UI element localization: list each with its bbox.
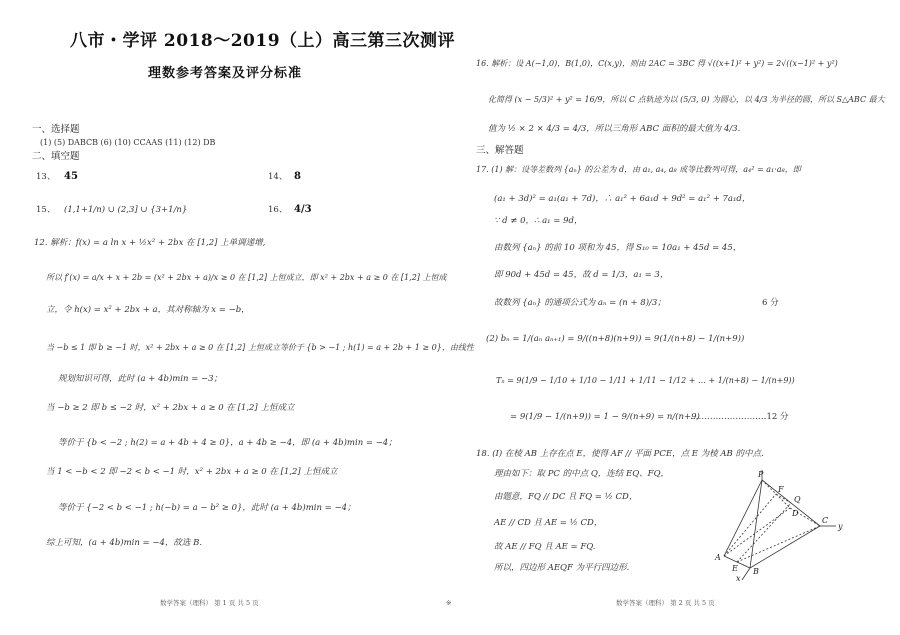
solution-line: 故数列 {aₙ} 的通项公式为 aₙ = (n + 8)/3； xyxy=(494,298,666,308)
solution-line: = 9(1/9 − 1/(n+9)) = 1 − 9/(n+9) = n/(n+9) xyxy=(510,412,700,422)
label-p: P xyxy=(758,470,764,479)
q14-answer: 8 xyxy=(294,171,301,182)
solution-line: 故 AE // FQ 且 AE = FQ. xyxy=(494,542,596,552)
solution-line: 17. (1) 解：设等差数列 {aₙ} 的公差为 d，由 a₁, a₄, a₈ 成等比数列可得，a₄² = a₁·a₈，即 xyxy=(476,165,801,174)
solution-line: 由数列 {aₙ} 的前 10 项和为 45，得 S₁₀ = 10a₁ + 45d = 45， xyxy=(494,243,742,253)
solution-line: 规划知识可得，此时 (a + 4b)min = −3； xyxy=(58,374,223,384)
left-page-footer: 数学答案（理科） 第 1 页 共 5 页 xyxy=(160,599,259,607)
axis-x xyxy=(742,568,750,580)
solution-line: 即 90d + 45d = 45，故 d = 1/3，a₁ = 3， xyxy=(494,270,669,280)
label-x: x xyxy=(736,574,741,583)
solution-line: Tₙ = 9(1/9 − 1/10 + 1/10 − 1/11 + 1/11 − 1/12 + … + 1/(n+8) − 1/(n+9)) xyxy=(496,376,795,385)
exam-subtitle: 理数参考答案及评分标准 xyxy=(148,66,303,81)
solution-line: 18. (I) 在棱 AB 上存在点 E，使得 AF // 平面 PCE，点 E 为棱 AB 的中点. xyxy=(476,449,764,459)
score-6: 6 分 xyxy=(762,298,779,308)
solution-line: (a₁ + 3d)² = a₁(a₁ + 7d)，∴ a₁² + 6a₁d + 9d² = a₁² + 7a₁d， xyxy=(494,194,751,204)
solution-line: ∵ d ≠ 0，∴ a₁ = 9d， xyxy=(494,216,583,226)
solution-line: 由题意，FQ // DC 且 FQ = ½ CD， xyxy=(494,492,638,502)
section-solutions-heading: 三、解答题 xyxy=(476,145,524,156)
label-d: D xyxy=(792,509,799,518)
solution-line: 等价于 {−2 < b < −1 ; h(−b) = a − b² ≥ 0}，此时 (a + 4b)min = −4； xyxy=(58,503,356,513)
q15-label: 15、 xyxy=(36,205,56,215)
q13-label: 13、 xyxy=(36,172,56,182)
solution-line: 理由如下：取 PC 的中点 Q，连结 EQ、FQ， xyxy=(494,469,670,479)
q13-answer: 45 xyxy=(64,171,78,182)
q16-answer: 4/3 xyxy=(294,204,312,215)
edge-pb xyxy=(750,480,762,568)
label-f: F xyxy=(778,485,784,494)
solution-line: 值为 ½ × 2 × 4/3 = 4/3，所以三角形 ABC 面积的最大值为 4/3. xyxy=(488,124,741,134)
solution-line: 当 −b ≥ 2 即 b ≤ −2 时，x² + 2bx + a ≥ 0 在 [1,2] 上恒成立 xyxy=(46,403,295,413)
q14-label: 14、 xyxy=(268,172,288,182)
solution-line: 当 1 < −b < 2 即 −2 < b < −1 时，x² + 2bx + a ≥ 0 在 [1,2] 上恒成立 xyxy=(46,467,338,477)
label-q: Q xyxy=(794,495,801,504)
exam-title: 八市・学评 2018～2019（上）高三第三次测评 xyxy=(70,31,456,51)
solution-line: 所以 f′(x) = a/x + x + 2b = (x² + 2bx + a)/x ≥ 0 在 [1,2] 上恒成立，即 x² + 2bx + a ≥ 0 在 [1,2] 上恒成 xyxy=(46,273,447,282)
solution-line: 12. 解析：f(x) = a ln x + ½x² + 2bx 在 [1,2] 上单调递增, xyxy=(34,238,266,248)
pyramid-figure xyxy=(712,468,852,583)
edge-bc xyxy=(750,526,820,568)
right-page xyxy=(450,0,900,635)
right-page-footer: 数学答案（理科） 第 2 页 共 5 页 xyxy=(616,599,715,607)
section-fill-heading: 二、填空题 xyxy=(32,151,80,162)
label-c: C xyxy=(822,516,829,525)
edge-eq xyxy=(737,503,791,562)
solution-line: 16. 解析：设 A(−1,0)，B(1,0)，C(x,y)，则由 2AC = 3BC 得 √((x+1)² + y²) = 2√((x−1)² + y²) xyxy=(476,59,838,68)
multiple-choice-answers: (1) (5) DABCB (6) (10) CCAAS (11) (12) DB xyxy=(40,138,216,147)
solution-line: 立，令 h(x) = x² + 2bx + a，其对称轴为 x = −b， xyxy=(46,305,250,315)
solution-line: 当 −b ≤ 1 即 b ≥ −1 时，x² + 2bx + a ≥ 0 在 [1,2] 上恒成立等价于 {b > −1 ; h(1) = a + 2b + 1 ≥ 0}，由线性 xyxy=(46,343,474,352)
q15-answer: (1,1+1/n) ∪ (2,3] ∪ {3+1/n} xyxy=(64,205,188,215)
label-e: E xyxy=(732,564,738,573)
solution-line: 所以，四边形 AEQF 为平行四边形. xyxy=(494,563,630,573)
q16-label: 16、 xyxy=(268,205,288,215)
section-choice-heading: 一、选择题 xyxy=(32,124,80,135)
center-page-marker: ※ xyxy=(446,599,452,607)
label-y: y xyxy=(838,522,843,531)
solution-line: 化简得 (x − 5/3)² + y² = 16/9，所以 C 点轨迹为以 (5/3, 0) 为圆心，以 4/3 为半径的圆，所以 S△ABC 最大 xyxy=(488,95,885,104)
solution-line: 等价于 {b < −2 ; h(2) = a + 4b + 4 ≥ 0}，a + 4b ≥ −4，即 (a + 4b)min = −4； xyxy=(58,438,397,448)
solution-line: AE // CD 且 AE = ½ CD， xyxy=(494,518,603,528)
solution-line: (2) bₙ = 1/(aₙ aₙ₊₁) = 9/((n+8)(n+9)) = 9(1/(n+8) − 1/(n+9)) xyxy=(486,334,745,344)
score-12: ………………………12 分 xyxy=(690,412,789,422)
label-b: B xyxy=(753,567,759,576)
label-a: A xyxy=(715,553,721,562)
edge-ec xyxy=(737,526,820,562)
solution-line: 综上可知，(a + 4b)min = −4，故选 B. xyxy=(46,538,203,548)
